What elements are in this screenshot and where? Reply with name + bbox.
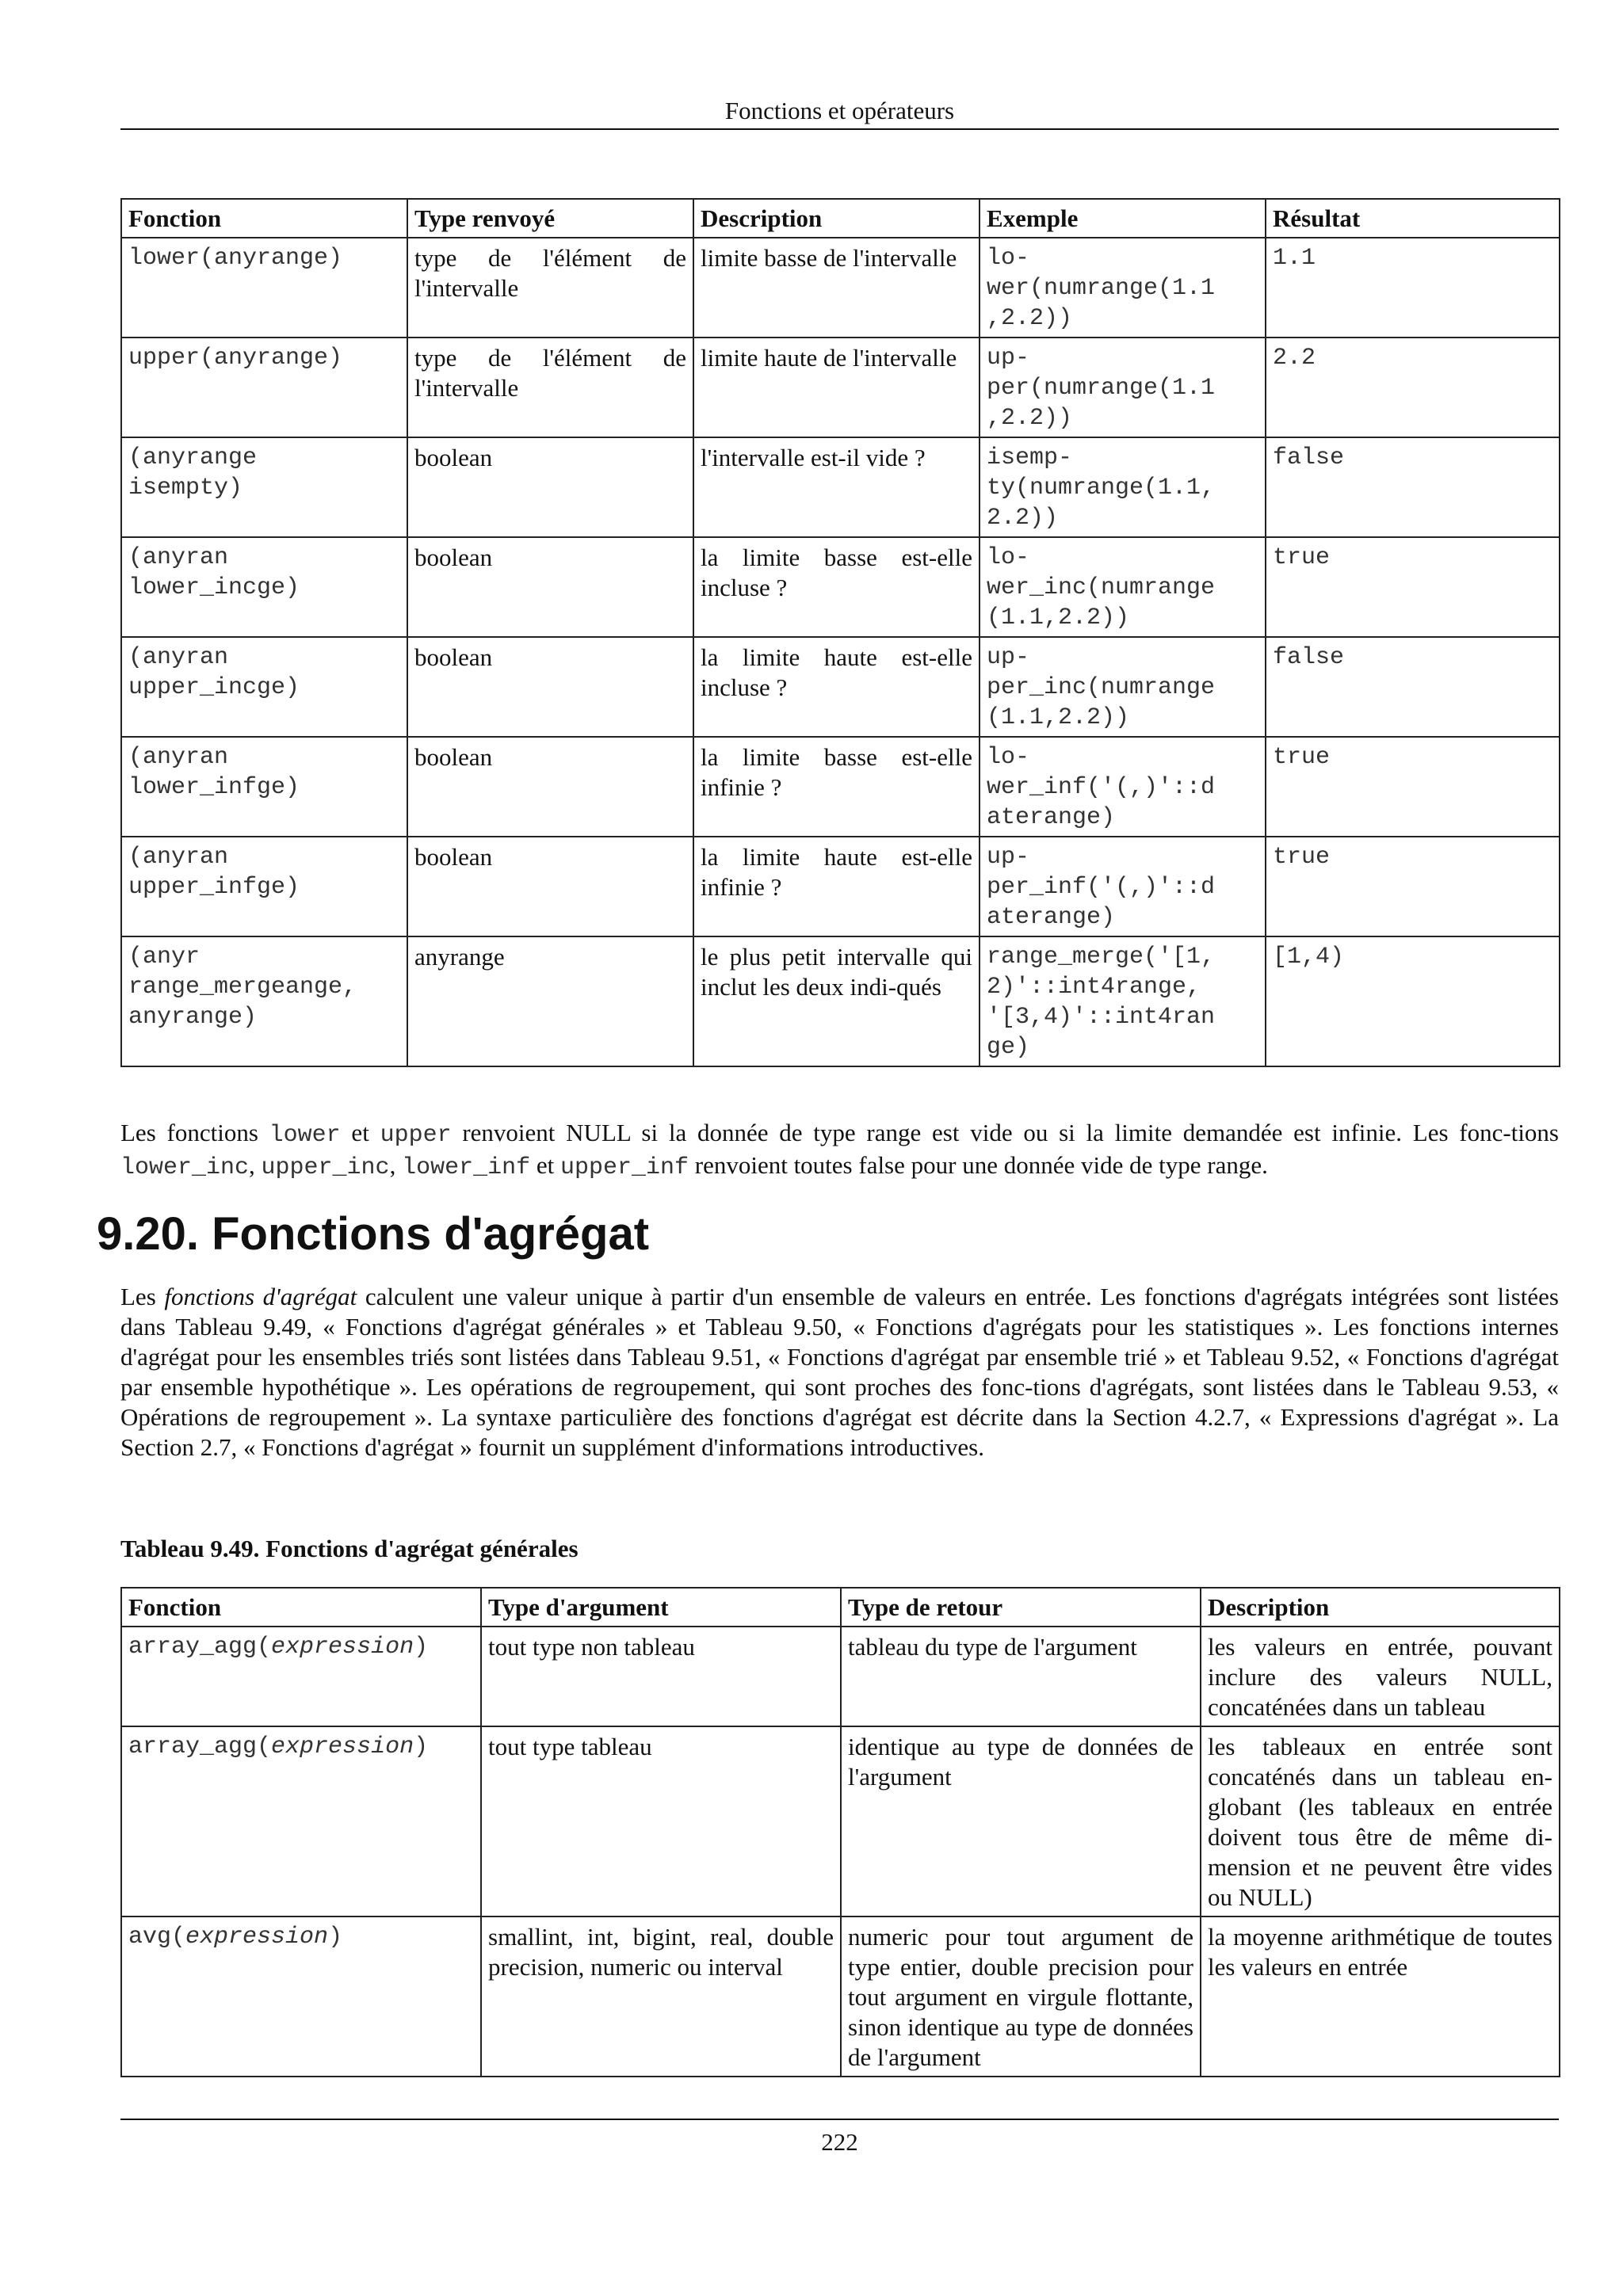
page-number: 222 <box>821 2128 858 2156</box>
result-cell: 2.2 <box>1266 338 1560 437</box>
page-header <box>120 93 1559 130</box>
function-name: array_agg <box>128 1634 258 1661</box>
result-cell: true <box>1266 737 1560 837</box>
table-header-row <box>121 199 1560 238</box>
column-header: Type renvoyé <box>407 199 693 238</box>
table-row <box>121 238 1560 338</box>
return-type-cell: boolean <box>407 437 693 537</box>
result-cell: true <box>1266 537 1560 637</box>
argument-type-cell: smallint, int, bigint, real, double precision, numeric ou interval <box>481 1917 841 2077</box>
code: lower_inf <box>402 1154 531 1181</box>
column-header: Description <box>1201 1588 1560 1627</box>
text: et <box>530 1151 560 1179</box>
description-cell: la limite basse est-elle infinie ? <box>693 737 980 837</box>
result-cell: 1.1 <box>1266 238 1560 338</box>
section-heading: 9.20. Fonctions d'agrégat <box>97 1208 650 1260</box>
return-type-cell: boolean <box>407 737 693 837</box>
function-cell: array_agg(expression) <box>121 1627 481 1726</box>
description-cell: limite basse de l'intervalle <box>693 238 980 338</box>
example-cell: isemp- ty(numrange(1.1, 2.2)) <box>980 437 1266 537</box>
table-row <box>121 637 1560 737</box>
text: renvoient toutes false pour une donnée vide de type range. <box>689 1151 1268 1179</box>
code: upper_inf <box>559 1154 689 1181</box>
function-cell: avg(expression) <box>121 1917 481 2077</box>
argument-type-cell: tout type tableau <box>481 1726 841 1917</box>
text: renvoient NULL si la donnée de type range est vide ou si la limite demandée est infinie. Les fonc-tions <box>451 1119 1559 1146</box>
table-row <box>121 1627 1560 1726</box>
example-cell: up- per_inc(numrange (1.1,2.2)) <box>980 637 1266 737</box>
return-type-cell: type de l'élément de l'intervalle <box>407 338 693 437</box>
description-cell: limite haute de l'intervalle <box>693 338 980 437</box>
column-header: Fonction <box>121 199 407 238</box>
code: lower <box>269 1122 341 1149</box>
return-type-cell: boolean <box>407 837 693 936</box>
function-cell: (anyrange isempty) <box>121 437 407 537</box>
example-cell: range_merge('[1, 2)'::int4range, '[3,4)'::int4ran ge) <box>980 936 1266 1066</box>
function-argument: expression <box>271 1634 414 1661</box>
table-row <box>121 437 1560 537</box>
table-row <box>121 1726 1560 1917</box>
column-header: Type de retour <box>841 1588 1201 1627</box>
range-functions-table <box>120 198 1560 1067</box>
range-note-paragraph <box>120 1118 1559 1183</box>
result-cell: [1,4) <box>1266 936 1560 1066</box>
intro-paragraph <box>120 1282 1559 1463</box>
argument-type-cell: tout type non tableau <box>481 1627 841 1726</box>
return-type-cell: anyrange <box>407 936 693 1066</box>
function-cell: upper(anyrange) <box>121 338 407 437</box>
description-cell: la limite basse est-elle incluse ? <box>693 537 980 637</box>
code: lower_inc <box>120 1154 250 1181</box>
function-argument: expression <box>185 1924 329 1951</box>
example-cell: lo- wer(numrange(1.1 ,2.2)) <box>980 238 1266 338</box>
column-header: Description <box>693 199 980 238</box>
table-row <box>121 837 1560 936</box>
example-cell: lo- wer_inf('(,)'::d aterange) <box>980 737 1266 837</box>
example-cell: lo- wer_inc(numrange (1.1,2.2)) <box>980 537 1266 637</box>
text: Les <box>120 1283 165 1310</box>
page-footer <box>120 2119 1559 2158</box>
function-argument: expression <box>271 1733 414 1760</box>
return-type-cell: boolean <box>407 537 693 637</box>
emphasis: fonctions d'agrégat <box>164 1283 357 1310</box>
column-header: Fonction <box>121 1588 481 1627</box>
function-cell: (anyran lower_incge) <box>121 537 407 637</box>
example-cell: up- per_inf('(,)'::d aterange) <box>980 837 1266 936</box>
table-row <box>121 737 1560 837</box>
return-type-cell: boolean <box>407 637 693 737</box>
return-type-cell: tableau du type de l'argument <box>841 1627 1201 1726</box>
function-cell: lower(anyrange) <box>121 238 407 338</box>
code: upper <box>380 1122 452 1149</box>
example-cell: up- per(numrange(1.1 ,2.2)) <box>980 338 1266 437</box>
table-row <box>121 1917 1560 2077</box>
function-name: avg <box>128 1924 172 1951</box>
description-cell: le plus petit intervalle qui inclut les deux indi-qués <box>693 936 980 1066</box>
column-header: Type d'argument <box>481 1588 841 1627</box>
text: calculent une valeur unique à partir d'un ensemble de valeurs en entrée. Les fonctions d'agrégats intégrées sont listées dans Tableau 9.49, « Fonctions d'agrégat générales » et Tableau 9.50, « Fonctions d'agrégats pour les statistiques ». Les fonctions internes d'agrégat pour les ensembles triés sont listées dans Tableau 9.51, « Fonctions d'agrégat par ensemble trié » et Tableau 9.52, « Fonctions d'agrégat par ensemble hypothétique ». Les opérations de regroupement, qui sont proches des fonc-tions d'agrégats, sont listées dans le Tableau 9.53, « Opérations de regroupement ». La syntaxe particulière des fonctions d'agrégat est décrite dans la Section 4.2.7, « Expressions d'agrégat ». La Section 2.7, « Fonctions d'agrégat » fournit un supplément d'informations introductives. <box>120 1283 1559 1461</box>
result-cell: true <box>1266 837 1560 936</box>
table-row <box>121 537 1560 637</box>
text: , <box>249 1151 262 1179</box>
table-header-row <box>121 1588 1560 1627</box>
description-cell: la moyenne arithmétique de toutes les valeurs en entrée <box>1201 1917 1560 2077</box>
aggregate-functions-table <box>120 1587 1560 2077</box>
table-row <box>121 338 1560 437</box>
text: et <box>340 1119 380 1146</box>
function-cell: (anyr range_mergeange, anyrange) <box>121 936 407 1066</box>
function-cell: (anyran upper_infge) <box>121 837 407 936</box>
description-cell: la limite haute est-elle incluse ? <box>693 637 980 737</box>
function-name: array_agg <box>128 1733 258 1760</box>
function-cell: (anyran upper_incge) <box>121 637 407 737</box>
function-cell: array_agg(expression) <box>121 1726 481 1917</box>
text: Les fonctions <box>120 1119 269 1146</box>
return-type-cell: numeric pour tout argument de type entier, double precision pour tout argument en virgule flottante, sinon identique au type de données de l'argument <box>841 1917 1201 2077</box>
text: , <box>389 1151 403 1179</box>
table-row <box>121 936 1560 1066</box>
column-header: Résultat <box>1266 199 1560 238</box>
return-type-cell: identique au type de données de l'argument <box>841 1726 1201 1917</box>
header-title: Fonctions et opérateurs <box>724 97 955 124</box>
result-cell: false <box>1266 437 1560 537</box>
code: upper_inc <box>261 1154 390 1181</box>
description-cell: les valeurs en entrée, pouvant inclure des valeurs NULL, concaténées dans un tableau <box>1201 1627 1560 1726</box>
description-cell: la limite haute est-elle infinie ? <box>693 837 980 936</box>
function-cell: (anyran lower_infge) <box>121 737 407 837</box>
table-caption: Tableau 9.49. Fonctions d'agrégat générales <box>120 1535 579 1562</box>
column-header: Exemple <box>980 199 1266 238</box>
description-cell: les tableaux en entrée sont concaténés dans un tableau en-globant (les tableaux en entrée doivent tous être de même di-mension et ne peuvent être vides ou NULL) <box>1201 1726 1560 1917</box>
result-cell: false <box>1266 637 1560 737</box>
description-cell: l'intervalle est-il vide ? <box>693 437 980 537</box>
return-type-cell: type de l'élément de l'intervalle <box>407 238 693 338</box>
